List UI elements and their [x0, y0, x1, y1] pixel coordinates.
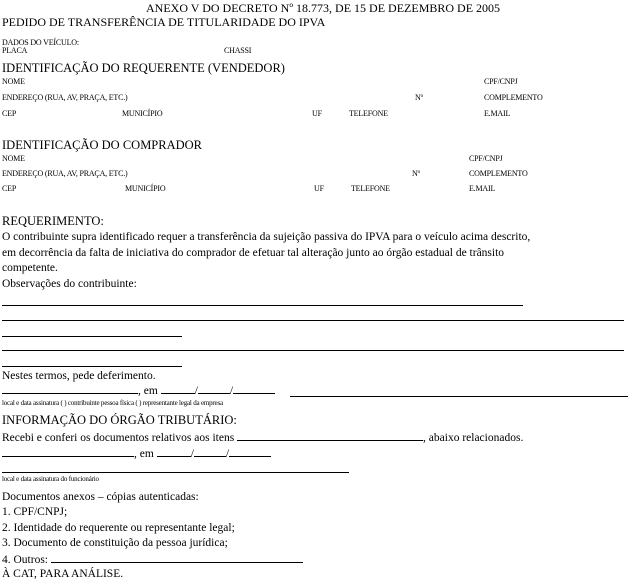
request-signature-caption: local e data assinatura ( ) contribuinte pessoa física ( ) representante legal da empresa [2, 399, 223, 407]
observations-line-5[interactable] [2, 366, 182, 367]
observations-label: Observações do contribuinte: [2, 278, 137, 290]
observations-line-3[interactable] [2, 336, 182, 337]
decree-title: ANEXO V DO DECRETO Nº 18.773, DE 15 DE DEZEMBRO DE 2005 [146, 1, 501, 15]
buyer-cep-label: CEP [2, 184, 17, 193]
seller-telefone-label: TELEFONE [349, 109, 388, 118]
buyer-uf-label: UF [314, 184, 324, 193]
vehicle-section-title: DADOS DO VEÍCULO: [2, 38, 79, 47]
seller-endereco-label: ENDEREÇO (RUA, AV, PRAÇA, ETC.) [2, 93, 128, 102]
tax-office-day-field[interactable] [157, 447, 191, 457]
observations-line-2[interactable] [2, 320, 624, 321]
buyer-nome-label: NOME [2, 154, 25, 163]
request-month-field[interactable] [198, 384, 230, 394]
seller-cep-label: CEP [2, 109, 17, 118]
buyer-telefone-label: TELEFONE [351, 184, 390, 193]
tax-office-month-field[interactable] [194, 447, 226, 457]
tax-office-section-title: INFORMAÇÃO DO ÓRGÃO TRIBUTÁRIO: [2, 413, 237, 427]
buyer-email-label: E.MAIL [469, 184, 496, 193]
request-section-title: REQUERIMENTO: [2, 214, 104, 228]
seller-numero-label: Nº [415, 93, 423, 102]
request-text-line-2: em decorrência da falta de iniciativa do comprador de efetuar tal alteração junto ao órgão estadual de trânsito [2, 247, 505, 259]
document-item-4-row [2, 553, 303, 567]
dispatch-footer: À CAT, PARA ANÁLISE. [2, 568, 124, 580]
request-day-field[interactable] [161, 384, 195, 394]
buyer-numero-label: Nº [412, 169, 420, 178]
related-text: , abaixo relacionados. [423, 432, 524, 444]
documents-title: Documentos anexos – cópias autenticadas: [2, 491, 199, 503]
request-year-field[interactable] [233, 384, 275, 394]
request-signature-line[interactable] [290, 396, 628, 397]
tax-office-signature-date-row [2, 447, 271, 461]
received-text: Recebi e conferi os documentos relativos aos itens [2, 432, 235, 444]
em-text: , em [138, 385, 158, 397]
chassi-label: CHASSI [224, 46, 252, 55]
seller-municipio-label: MUNICÍPIO [122, 109, 163, 118]
document-item-3: 3. Documento de constituição da pessoa jurídica; [2, 537, 228, 549]
request-text-line-3: competente. [2, 262, 58, 274]
seller-email-label: E.MAIL [484, 109, 511, 118]
em-text: , em [134, 448, 154, 460]
request-text-line-1: O contribuinte supra identificado requer a transferência da sujeição passiva do IPVA para o veículo acima descrito, [2, 231, 531, 243]
observations-line-1[interactable] [2, 305, 523, 306]
seller-cpf-label: CPF/CNPJ [484, 77, 518, 86]
tax-office-year-field[interactable] [229, 447, 271, 457]
seller-section-title: IDENTIFICAÇÃO DO REQUERENTE (VENDEDOR) [2, 61, 285, 75]
tax-office-signature-line[interactable] [2, 472, 349, 473]
closing-text: Nestes termos, pede deferimento. [2, 370, 156, 382]
request-signature-date-row [2, 384, 275, 398]
slash-text: / [225, 448, 230, 460]
slash-text: / [190, 448, 194, 460]
form-title: PEDIDO DE TRANSFERÊNCIA DE TITULARIDADE DO IPVA [2, 15, 326, 29]
observations-line-4[interactable] [2, 350, 624, 351]
tax-office-received-row [2, 431, 523, 445]
document-item-2: 2. Identidade do requerente ou representante legal; [2, 522, 235, 534]
others-field[interactable] [51, 553, 303, 563]
buyer-endereco-label: ENDEREÇO (RUA, AV, PRAÇA, ETC.) [2, 169, 128, 178]
request-place-field[interactable] [2, 384, 138, 394]
seller-nome-label: NOME [2, 77, 25, 86]
document-item-4: 4. Outros: [2, 554, 48, 566]
buyer-municipio-label: MUNICÍPIO [125, 184, 166, 193]
slash-text: / [229, 385, 234, 397]
document-item-1: 1. CPF/CNPJ; [2, 506, 68, 518]
slash-text: / [194, 385, 198, 397]
buyer-cpf-label: CPF/CNPJ [469, 154, 503, 163]
tax-office-place-field[interactable] [2, 447, 134, 457]
seller-complemento-label: COMPLEMENTO [484, 93, 543, 102]
tax-office-signature-caption: local e data assinatura do funcionário [2, 475, 99, 483]
buyer-complemento-label: COMPLEMENTO [469, 169, 528, 178]
buyer-section-title: IDENTIFICAÇÃO DO COMPRADOR [2, 138, 203, 152]
items-field[interactable] [237, 431, 423, 441]
seller-uf-label: UF [312, 109, 322, 118]
placa-label: PLACA [2, 46, 28, 55]
